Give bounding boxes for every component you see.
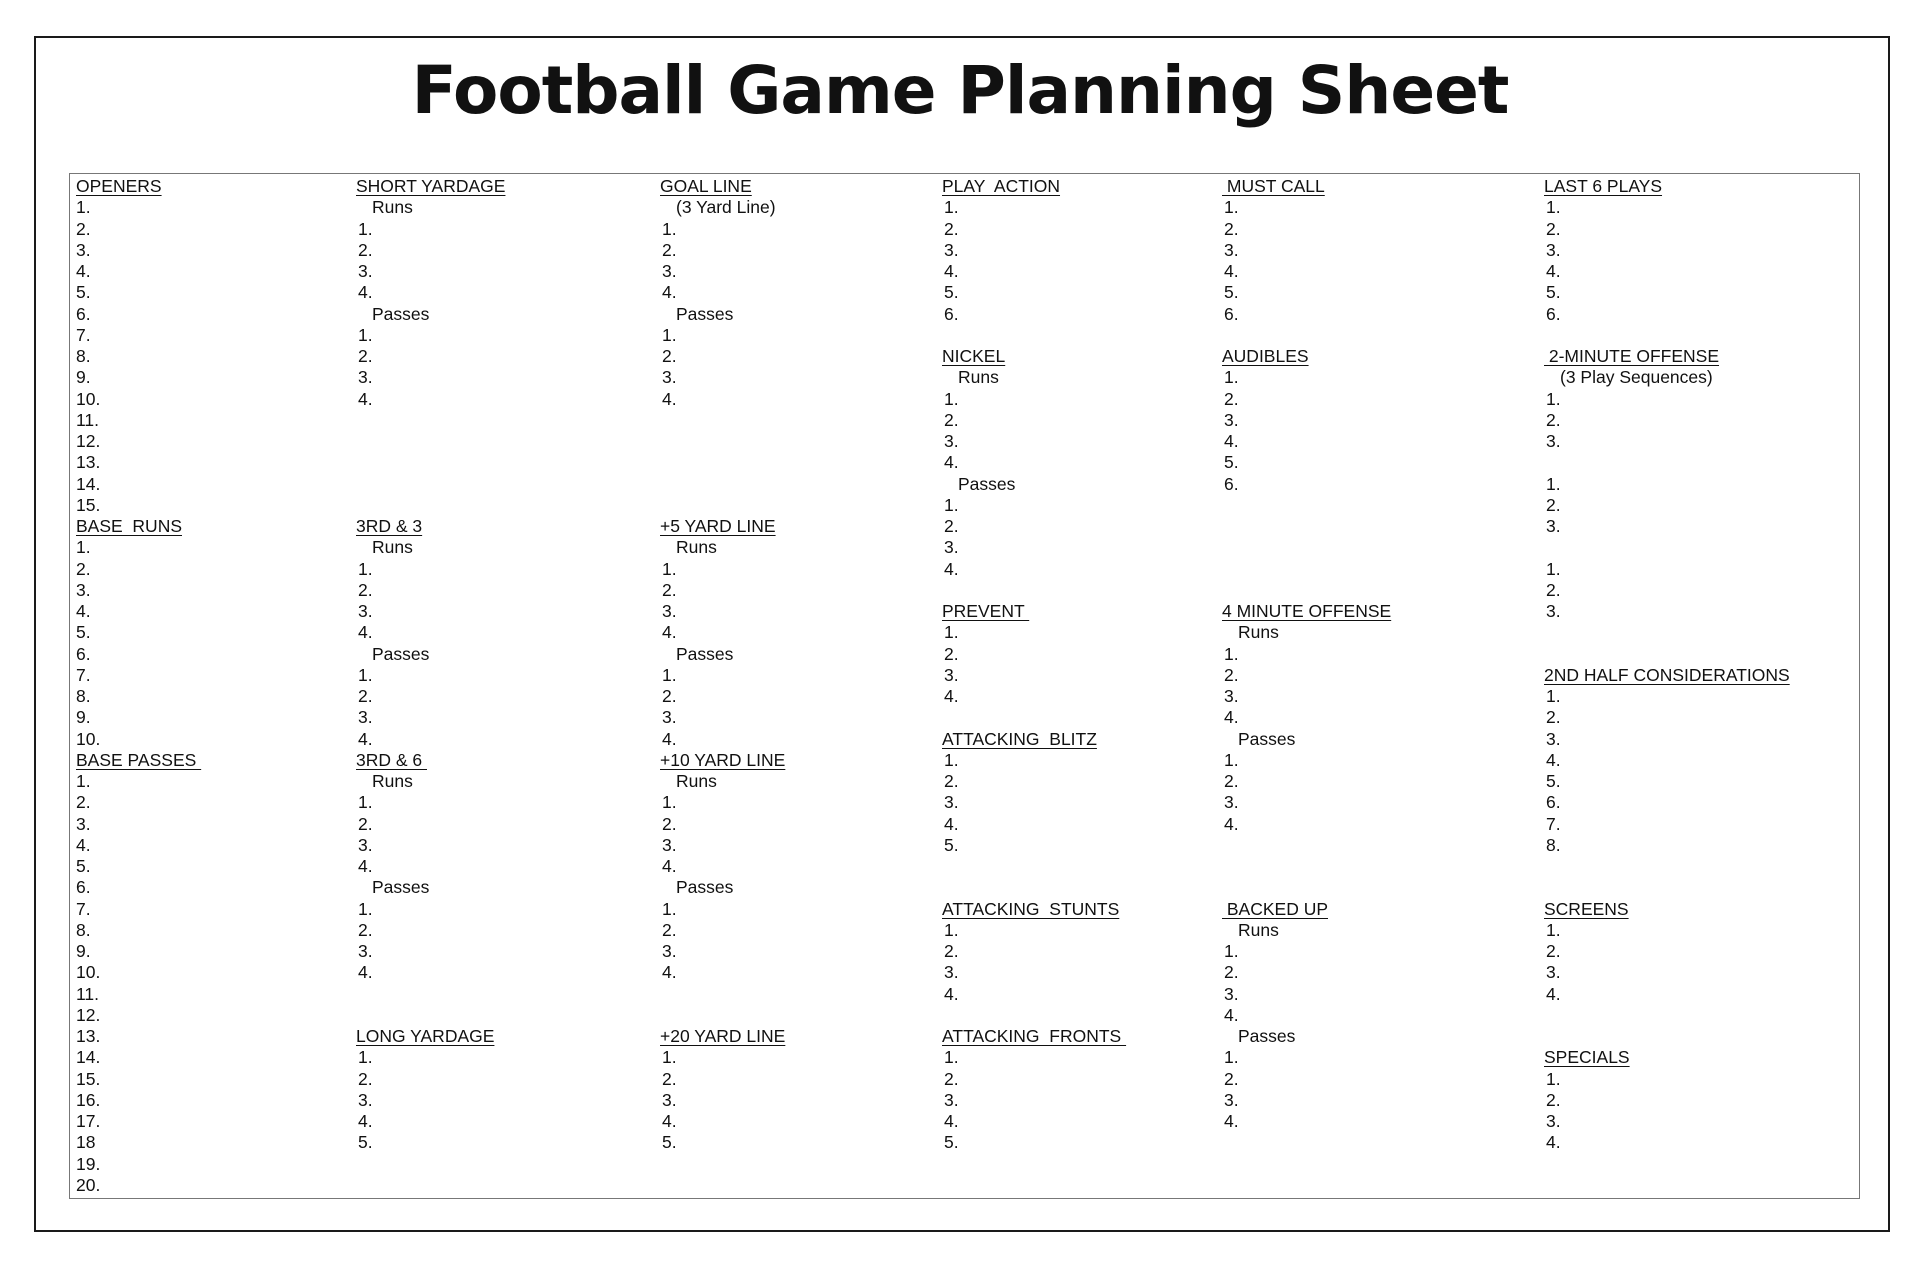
section-subheading: Passes: [676, 303, 734, 324]
numbered-slot: 3.: [944, 792, 959, 813]
numbered-slot: 2.: [358, 1068, 373, 1089]
numbered-slot: 13.: [76, 1026, 101, 1046]
numbered-slot: 9.: [76, 367, 91, 388]
section-subheading: Passes: [372, 643, 430, 664]
section-subheading: Passes: [372, 303, 430, 324]
numbered-slot: 2.: [358, 239, 373, 260]
numbered-slot: 2.: [1224, 388, 1239, 409]
numbered-slot: 10.: [76, 388, 101, 409]
numbered-slot: 4.: [1224, 707, 1239, 728]
section-subheading: (3 Play Sequences): [1560, 367, 1713, 388]
numbered-slot: 5.: [1224, 452, 1239, 473]
numbered-slot: 4.: [358, 622, 373, 643]
numbered-slot: 3.: [944, 239, 959, 260]
numbered-slot: 1.: [662, 324, 677, 345]
numbered-slot: 4.: [1546, 261, 1561, 281]
numbered-slot: 2.: [1546, 1089, 1561, 1110]
numbered-slot: 3.: [1224, 409, 1239, 430]
sheet-title: Football Game Planning Sheet: [411, 52, 1509, 129]
numbered-slot: 3.: [76, 579, 91, 600]
section-header: +5 YARD LINE: [660, 516, 776, 536]
numbered-slot: 3.: [1546, 516, 1561, 536]
section-subheading: Runs: [958, 367, 999, 388]
numbered-slot: 3.: [944, 1089, 959, 1110]
numbered-slot: 4.: [1546, 983, 1561, 1004]
numbered-slot: 2.: [662, 239, 677, 260]
numbered-slot: 15.: [76, 1068, 101, 1089]
section-subheading: Runs: [1238, 622, 1279, 643]
numbered-slot: 3.: [358, 1089, 373, 1110]
numbered-slot: 3.: [662, 261, 677, 281]
section-header: BACKED UP: [1222, 898, 1328, 919]
numbered-slot: 2.: [76, 218, 91, 239]
section-header: ATTACKING FRONTS: [942, 1026, 1127, 1046]
numbered-slot: 9.: [76, 941, 91, 961]
numbered-slot: 4.: [662, 856, 677, 876]
numbered-slot: 2.: [358, 346, 373, 366]
numbered-slot: 2.: [944, 1068, 959, 1089]
numbered-slot: 1.: [1224, 1047, 1239, 1068]
numbered-slot: 8.: [1546, 834, 1561, 855]
numbered-slot: 4.: [358, 282, 373, 303]
section-subheading: (3 Yard Line): [676, 197, 776, 218]
numbered-slot: 6.: [1224, 303, 1239, 324]
numbered-slot: 1.: [358, 792, 373, 813]
section-subheading: Runs: [676, 537, 717, 558]
numbered-slot: 3.: [1546, 431, 1561, 451]
numbered-slot: 1.: [1546, 558, 1561, 579]
numbered-slot: 1.: [944, 388, 959, 409]
numbered-slot: 1.: [662, 792, 677, 813]
section-header: LONG YARDAGE: [356, 1026, 495, 1046]
numbered-slot: 11.: [76, 983, 100, 1004]
section-header: 2-MINUTE OFFENSE: [1544, 346, 1720, 366]
section-header: SHORT YARDAGE: [356, 176, 506, 196]
numbered-slot: 6.: [944, 303, 959, 324]
numbered-slot: 4.: [1224, 1111, 1239, 1131]
numbered-slot: 3.: [1224, 983, 1239, 1004]
section-header: GOAL LINE: [660, 176, 752, 196]
section-subheading: Passes: [958, 473, 1016, 494]
numbered-slot: 2.: [944, 516, 959, 536]
section-subheading: Passes: [676, 877, 734, 898]
numbered-slot: 2.: [662, 579, 677, 600]
numbered-slot: 2.: [358, 579, 373, 600]
numbered-slot: 1.: [944, 749, 959, 770]
numbered-slot: 4.: [662, 962, 677, 983]
numbered-slot: 4.: [1224, 261, 1239, 281]
numbered-slot: 7.: [76, 664, 91, 685]
numbered-slot: 3.: [1546, 239, 1561, 260]
numbered-slot: 1.: [1224, 197, 1239, 218]
numbered-slot: 5.: [1546, 282, 1561, 303]
numbered-slot: 1.: [662, 1047, 677, 1068]
numbered-slot: 14.: [76, 473, 101, 494]
section-header: 3RD & 6: [356, 749, 427, 770]
numbered-slot: 3.: [662, 834, 677, 855]
numbered-slot: 5.: [358, 1132, 373, 1153]
numbered-slot: 2.: [1224, 771, 1239, 791]
numbered-slot: 2.: [1224, 1068, 1239, 1089]
numbered-slot: 2.: [662, 686, 677, 706]
numbered-slot: 1.: [944, 494, 959, 515]
numbered-slot: 2.: [662, 919, 677, 940]
section-header: 2ND HALF CONSIDERATIONS: [1544, 664, 1790, 685]
numbered-slot: 3.: [1224, 1089, 1239, 1110]
numbered-slot: 2.: [1224, 218, 1239, 239]
numbered-slot: 4.: [358, 962, 373, 983]
numbered-slot: 1.: [1546, 197, 1561, 218]
numbered-slot: 3.: [1546, 962, 1561, 983]
numbered-slot: 2.: [1546, 941, 1561, 961]
numbered-slot: 20.: [76, 1174, 101, 1195]
numbered-slot: 4.: [944, 1111, 959, 1131]
numbered-slot: 1.: [358, 218, 373, 239]
numbered-slot: 4.: [358, 1111, 373, 1131]
numbered-slot: 5.: [944, 282, 959, 303]
numbered-slot: 4.: [662, 1111, 677, 1131]
section-header: MUST CALL: [1222, 176, 1325, 196]
numbered-slot: 5.: [944, 1132, 959, 1153]
numbered-slot: 1.: [76, 197, 91, 218]
numbered-slot: 1.: [1546, 686, 1561, 706]
numbered-slot: 2.: [76, 558, 91, 579]
numbered-slot: 4.: [76, 601, 91, 621]
numbered-slot: 5.: [1224, 282, 1239, 303]
section-subheading: Passes: [1238, 728, 1296, 749]
numbered-slot: 18: [76, 1132, 96, 1153]
numbered-slot: 4.: [662, 728, 677, 749]
numbered-slot: 1.: [1224, 643, 1239, 664]
numbered-slot: 1.: [944, 197, 959, 218]
numbered-slot: 3.: [358, 941, 373, 961]
numbered-slot: 7.: [76, 898, 91, 919]
numbered-slot: 4.: [944, 452, 959, 473]
numbered-slot: 12.: [76, 431, 101, 451]
numbered-slot: 2.: [358, 686, 373, 706]
numbered-slot: 7.: [76, 324, 91, 345]
numbered-slot: 14.: [76, 1047, 101, 1068]
section-header: BASE RUNS: [76, 516, 182, 536]
numbered-slot: 3.: [662, 367, 677, 388]
numbered-slot: 8.: [76, 686, 91, 706]
planning-grid: [69, 173, 1860, 1199]
numbered-slot: 3.: [358, 601, 373, 621]
numbered-slot: 5.: [76, 282, 91, 303]
numbered-slot: 6.: [1546, 792, 1561, 813]
numbered-slot: 2.: [662, 813, 677, 834]
numbered-slot: 6.: [1546, 303, 1561, 324]
numbered-slot: 6.: [76, 303, 91, 324]
numbered-slot: 4.: [1224, 813, 1239, 834]
numbered-slot: 3.: [1224, 686, 1239, 706]
numbered-slot: 19.: [76, 1153, 101, 1174]
numbered-slot: 1.: [76, 771, 91, 791]
numbered-slot: 3.: [1224, 792, 1239, 813]
section-header: SPECIALS: [1544, 1047, 1630, 1068]
numbered-slot: 1.: [358, 898, 373, 919]
numbered-slot: 1.: [1224, 941, 1239, 961]
numbered-slot: 1.: [358, 664, 373, 685]
numbered-slot: 3.: [1546, 601, 1561, 621]
numbered-slot: 7.: [1546, 813, 1561, 834]
numbered-slot: 3.: [358, 367, 373, 388]
numbered-slot: 1.: [944, 622, 959, 643]
section-subheading: Runs: [676, 771, 717, 791]
numbered-slot: 1.: [1224, 749, 1239, 770]
section-header: PREVENT: [942, 601, 1030, 621]
numbered-slot: 1.: [1546, 473, 1561, 494]
numbered-slot: 2.: [1546, 218, 1561, 239]
numbered-slot: 2.: [662, 346, 677, 366]
section-header: OPENERS: [76, 176, 162, 196]
numbered-slot: 1.: [662, 898, 677, 919]
numbered-slot: 3.: [358, 834, 373, 855]
numbered-slot: 4.: [358, 728, 373, 749]
numbered-slot: 4.: [1224, 431, 1239, 451]
numbered-slot: 3.: [358, 707, 373, 728]
numbered-slot: 2.: [1546, 494, 1561, 515]
numbered-slot: 3.: [662, 707, 677, 728]
numbered-slot: 8.: [76, 346, 91, 366]
numbered-slot: 1.: [358, 558, 373, 579]
section-header: BASE PASSES: [76, 749, 202, 770]
numbered-slot: 2.: [944, 218, 959, 239]
numbered-slot: 3.: [76, 813, 91, 834]
numbered-slot: 4.: [944, 261, 959, 281]
numbered-slot: 2.: [358, 813, 373, 834]
numbered-slot: 2.: [944, 771, 959, 791]
numbered-slot: 1.: [76, 537, 91, 558]
numbered-slot: 1.: [662, 664, 677, 685]
numbered-slot: 3.: [944, 962, 959, 983]
numbered-slot: 5.: [944, 834, 959, 855]
numbered-slot: 4.: [944, 983, 959, 1004]
numbered-slot: 1.: [662, 218, 677, 239]
numbered-slot: 3.: [662, 1089, 677, 1110]
numbered-slot: 2.: [944, 941, 959, 961]
section-subheading: Runs: [372, 771, 413, 791]
numbered-slot: 5.: [76, 856, 91, 876]
section-subheading: Runs: [372, 537, 413, 558]
numbered-slot: 2.: [76, 792, 91, 813]
numbered-slot: 3.: [358, 261, 373, 281]
numbered-slot: 1.: [1546, 388, 1561, 409]
section-header: SCREENS: [1544, 898, 1629, 919]
numbered-slot: 5.: [76, 622, 91, 643]
numbered-slot: 3.: [76, 239, 91, 260]
numbered-slot: 1.: [944, 1047, 959, 1068]
numbered-slot: 2.: [662, 1068, 677, 1089]
numbered-slot: 4.: [944, 813, 959, 834]
section-subheading: Passes: [372, 877, 430, 898]
numbered-slot: 5.: [662, 1132, 677, 1153]
numbered-slot: 4.: [662, 622, 677, 643]
numbered-slot: 4.: [76, 834, 91, 855]
numbered-slot: 5.: [1546, 771, 1561, 791]
numbered-slot: 2.: [944, 643, 959, 664]
numbered-slot: 1.: [1546, 1068, 1561, 1089]
section-header: 4 MINUTE OFFENSE: [1222, 601, 1392, 621]
numbered-slot: 2.: [1224, 962, 1239, 983]
section-header: +10 YARD LINE: [660, 749, 786, 770]
section-header: LAST 6 PLAYS: [1544, 176, 1663, 196]
numbered-slot: 4.: [1546, 1132, 1561, 1153]
numbered-slot: 4.: [662, 388, 677, 409]
numbered-slot: 2.: [1546, 707, 1561, 728]
numbered-slot: 4.: [358, 856, 373, 876]
section-header: NICKEL: [942, 346, 1006, 366]
numbered-slot: 1.: [1546, 919, 1561, 940]
numbered-slot: 10.: [76, 728, 101, 749]
numbered-slot: 3.: [1224, 239, 1239, 260]
section-header: 3RD & 3: [356, 516, 423, 536]
section-header: +20 YARD LINE: [660, 1026, 786, 1046]
numbered-slot: 1.: [944, 919, 959, 940]
numbered-slot: 17.: [76, 1111, 101, 1131]
numbered-slot: 3.: [662, 941, 677, 961]
numbered-slot: 2.: [358, 919, 373, 940]
section-subheading: Passes: [676, 643, 734, 664]
numbered-slot: 4.: [944, 558, 959, 579]
numbered-slot: 3.: [1546, 728, 1561, 749]
section-subheading: Runs: [372, 197, 413, 218]
numbered-slot: 6.: [1224, 473, 1239, 494]
numbered-slot: 11.: [76, 409, 100, 430]
numbered-slot: 3.: [662, 601, 677, 621]
numbered-slot: 2.: [1224, 664, 1239, 685]
numbered-slot: 3.: [1546, 1111, 1561, 1131]
numbered-slot: 3.: [944, 431, 959, 451]
numbered-slot: 8.: [76, 919, 91, 940]
numbered-slot: 2.: [1546, 409, 1561, 430]
section-header: ATTACKING STUNTS: [942, 898, 1120, 919]
numbered-slot: 4.: [76, 261, 91, 281]
numbered-slot: 4.: [1224, 1004, 1239, 1025]
section-header: PLAY ACTION: [942, 176, 1061, 196]
numbered-slot: 4.: [358, 388, 373, 409]
section-header: ATTACKING BLITZ: [942, 728, 1097, 749]
numbered-slot: 4.: [662, 282, 677, 303]
numbered-slot: 16.: [76, 1089, 101, 1110]
numbered-slot: 9.: [76, 707, 91, 728]
numbered-slot: 4.: [944, 686, 959, 706]
numbered-slot: 13.: [76, 452, 101, 473]
numbered-slot: 6.: [76, 643, 91, 664]
numbered-slot: 3.: [944, 664, 959, 685]
section-subheading: Passes: [1238, 1026, 1296, 1046]
numbered-slot: 1.: [358, 1047, 373, 1068]
section-header: AUDIBLES: [1222, 346, 1309, 366]
numbered-slot: 2.: [944, 409, 959, 430]
numbered-slot: 3.: [944, 537, 959, 558]
numbered-slot: 6.: [76, 877, 91, 898]
numbered-slot: 10.: [76, 962, 101, 983]
numbered-slot: 1.: [358, 324, 373, 345]
numbered-slot: 2.: [1546, 579, 1561, 600]
numbered-slot: 12.: [76, 1004, 101, 1025]
section-subheading: Runs: [1238, 919, 1279, 940]
numbered-slot: 1.: [662, 558, 677, 579]
numbered-slot: 1.: [1224, 367, 1239, 388]
numbered-slot: 15.: [76, 494, 101, 515]
numbered-slot: 4.: [1546, 749, 1561, 770]
